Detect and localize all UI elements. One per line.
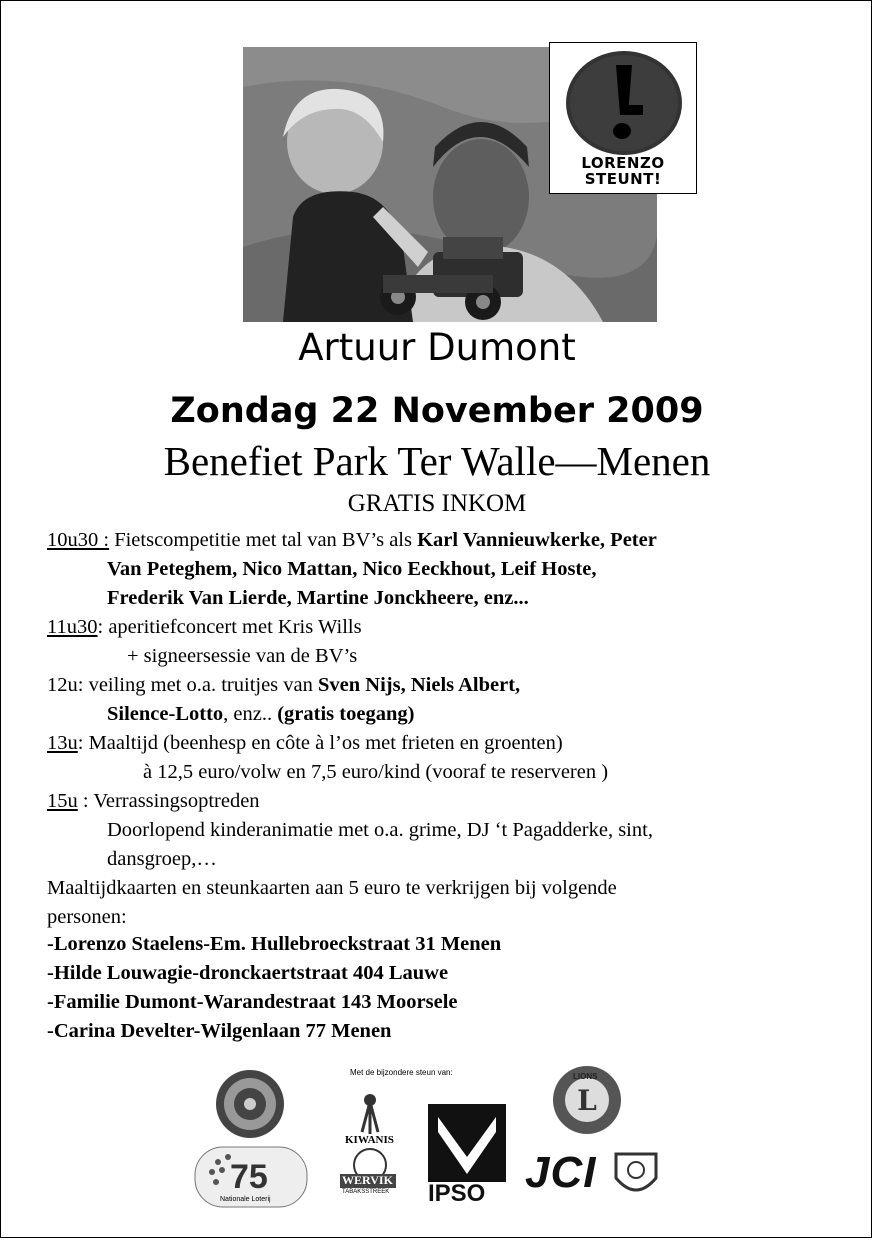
program-text: personen: [47, 906, 127, 928]
badge-line-2: STEUNT! [584, 170, 662, 188]
time-13u: 13u [47, 732, 78, 754]
contact-item [47, 930, 501, 958]
ipso-label: IPSO [428, 1180, 486, 1207]
program-line-14 [47, 903, 127, 931]
sponsor-caption: Met de bijzondere steun van: [350, 1068, 453, 1077]
program-line-5 [127, 642, 357, 670]
contact-text: -Lorenzo Staelens-Em. Hullebroeckstraat 31 Menen [47, 933, 502, 955]
program-line-11 [107, 816, 653, 844]
wervik-label: WERVIK [342, 1173, 393, 1187]
program-line-9 [143, 758, 608, 786]
badge-line-1: LORENZO [581, 154, 665, 172]
loterij-name: Nationale Loterij [220, 1196, 271, 1203]
time-15u: 15u [47, 790, 78, 812]
time-1130: 11u30 [47, 616, 98, 638]
program-line-1 [47, 526, 657, 554]
program-line-7 [107, 700, 414, 728]
program-line-6 [47, 671, 520, 699]
program-bold: Frederik Van Lierde, Martine Jonckheere, enz... [107, 587, 529, 609]
program-text: dansgroep,… [107, 848, 217, 870]
program-bold: Sven Nijs, Niels Albert, [318, 674, 521, 696]
program-text: Fietscompetitie met tal van BV’s als [109, 529, 418, 551]
program-text: : Maaltijd (beenhesp en côte à l’os met frieten en groenten) [77, 732, 563, 754]
program-line-2 [107, 555, 596, 583]
program-text: Maaltijdkaarten en steunkaarten aan 5 euro te verkrijgen bij volgende [47, 877, 617, 899]
program-line-13 [47, 874, 617, 902]
program-line-10 [47, 787, 260, 815]
program-line-4 [47, 613, 362, 641]
program-line-12 [107, 845, 217, 873]
program-text: : Verrassingsoptreden [77, 790, 260, 812]
jci-shield-icon [616, 1154, 656, 1190]
event-title: Benefiet Park Ter Walle—Menen [163, 438, 711, 484]
contact-text: -Carina Develter-Wilgenlaan 77 Menen [47, 1020, 392, 1042]
contact-item [47, 988, 458, 1016]
program-bold: Van Peteghem, Nico Mattan, Nico Eeckhout, Leif Hoste, [107, 558, 597, 580]
program-text: 12u: veiling met o.a. truitjes van [47, 674, 319, 696]
time-1030: 10u30 : [47, 529, 110, 551]
program-line-3 [107, 584, 529, 612]
rotary-logo [216, 1070, 284, 1138]
program-bold: Silence-Lotto [107, 703, 224, 725]
loterij-number: 75 [230, 1158, 268, 1196]
contact-text: -Hilde Louwagie-dronckaertstraat 404 Lauwe [47, 962, 449, 984]
wervik-sub-label: TABAKSSTREEK [342, 1189, 390, 1195]
program-text: à 12,5 euro/volw en 7,5 euro/kind (vooraf te reserveren ) [143, 761, 609, 783]
contact-item [47, 1017, 391, 1045]
svg-text:L: L [577, 1084, 597, 1117]
entry-note: GRATIS INKOM [347, 490, 527, 517]
program-text: , enz.. [223, 703, 278, 725]
kiwanis-label: KIWANIS [345, 1134, 394, 1146]
program-bold: Karl Vannieuwkerke, Peter [417, 529, 657, 551]
person-name: Artuur Dumont [298, 326, 576, 369]
event-date: Zondag 22 November 2009 [170, 391, 704, 431]
program-text: Doorlopend kinderanimatie met o.a. grime, DJ ‘t Pagadderke, sint, [107, 819, 653, 841]
program-text: + signeersessie van de BV’s [127, 645, 358, 667]
lions-label: LIONS [573, 1072, 598, 1081]
ipso-logo [428, 1104, 506, 1182]
program-bold: (gratis toegang) [277, 703, 415, 725]
program-line-8 [47, 729, 563, 757]
contact-text: -Familie Dumont-Warandestraat 143 Moorsele [47, 991, 458, 1013]
jci-label: JCI [525, 1148, 597, 1197]
program-text: : aperitiefconcert met Kris Wills [97, 616, 362, 638]
lorenzo-steunt-badge [549, 42, 697, 194]
contact-item [47, 959, 448, 987]
sponsor-logos [190, 1062, 670, 1212]
